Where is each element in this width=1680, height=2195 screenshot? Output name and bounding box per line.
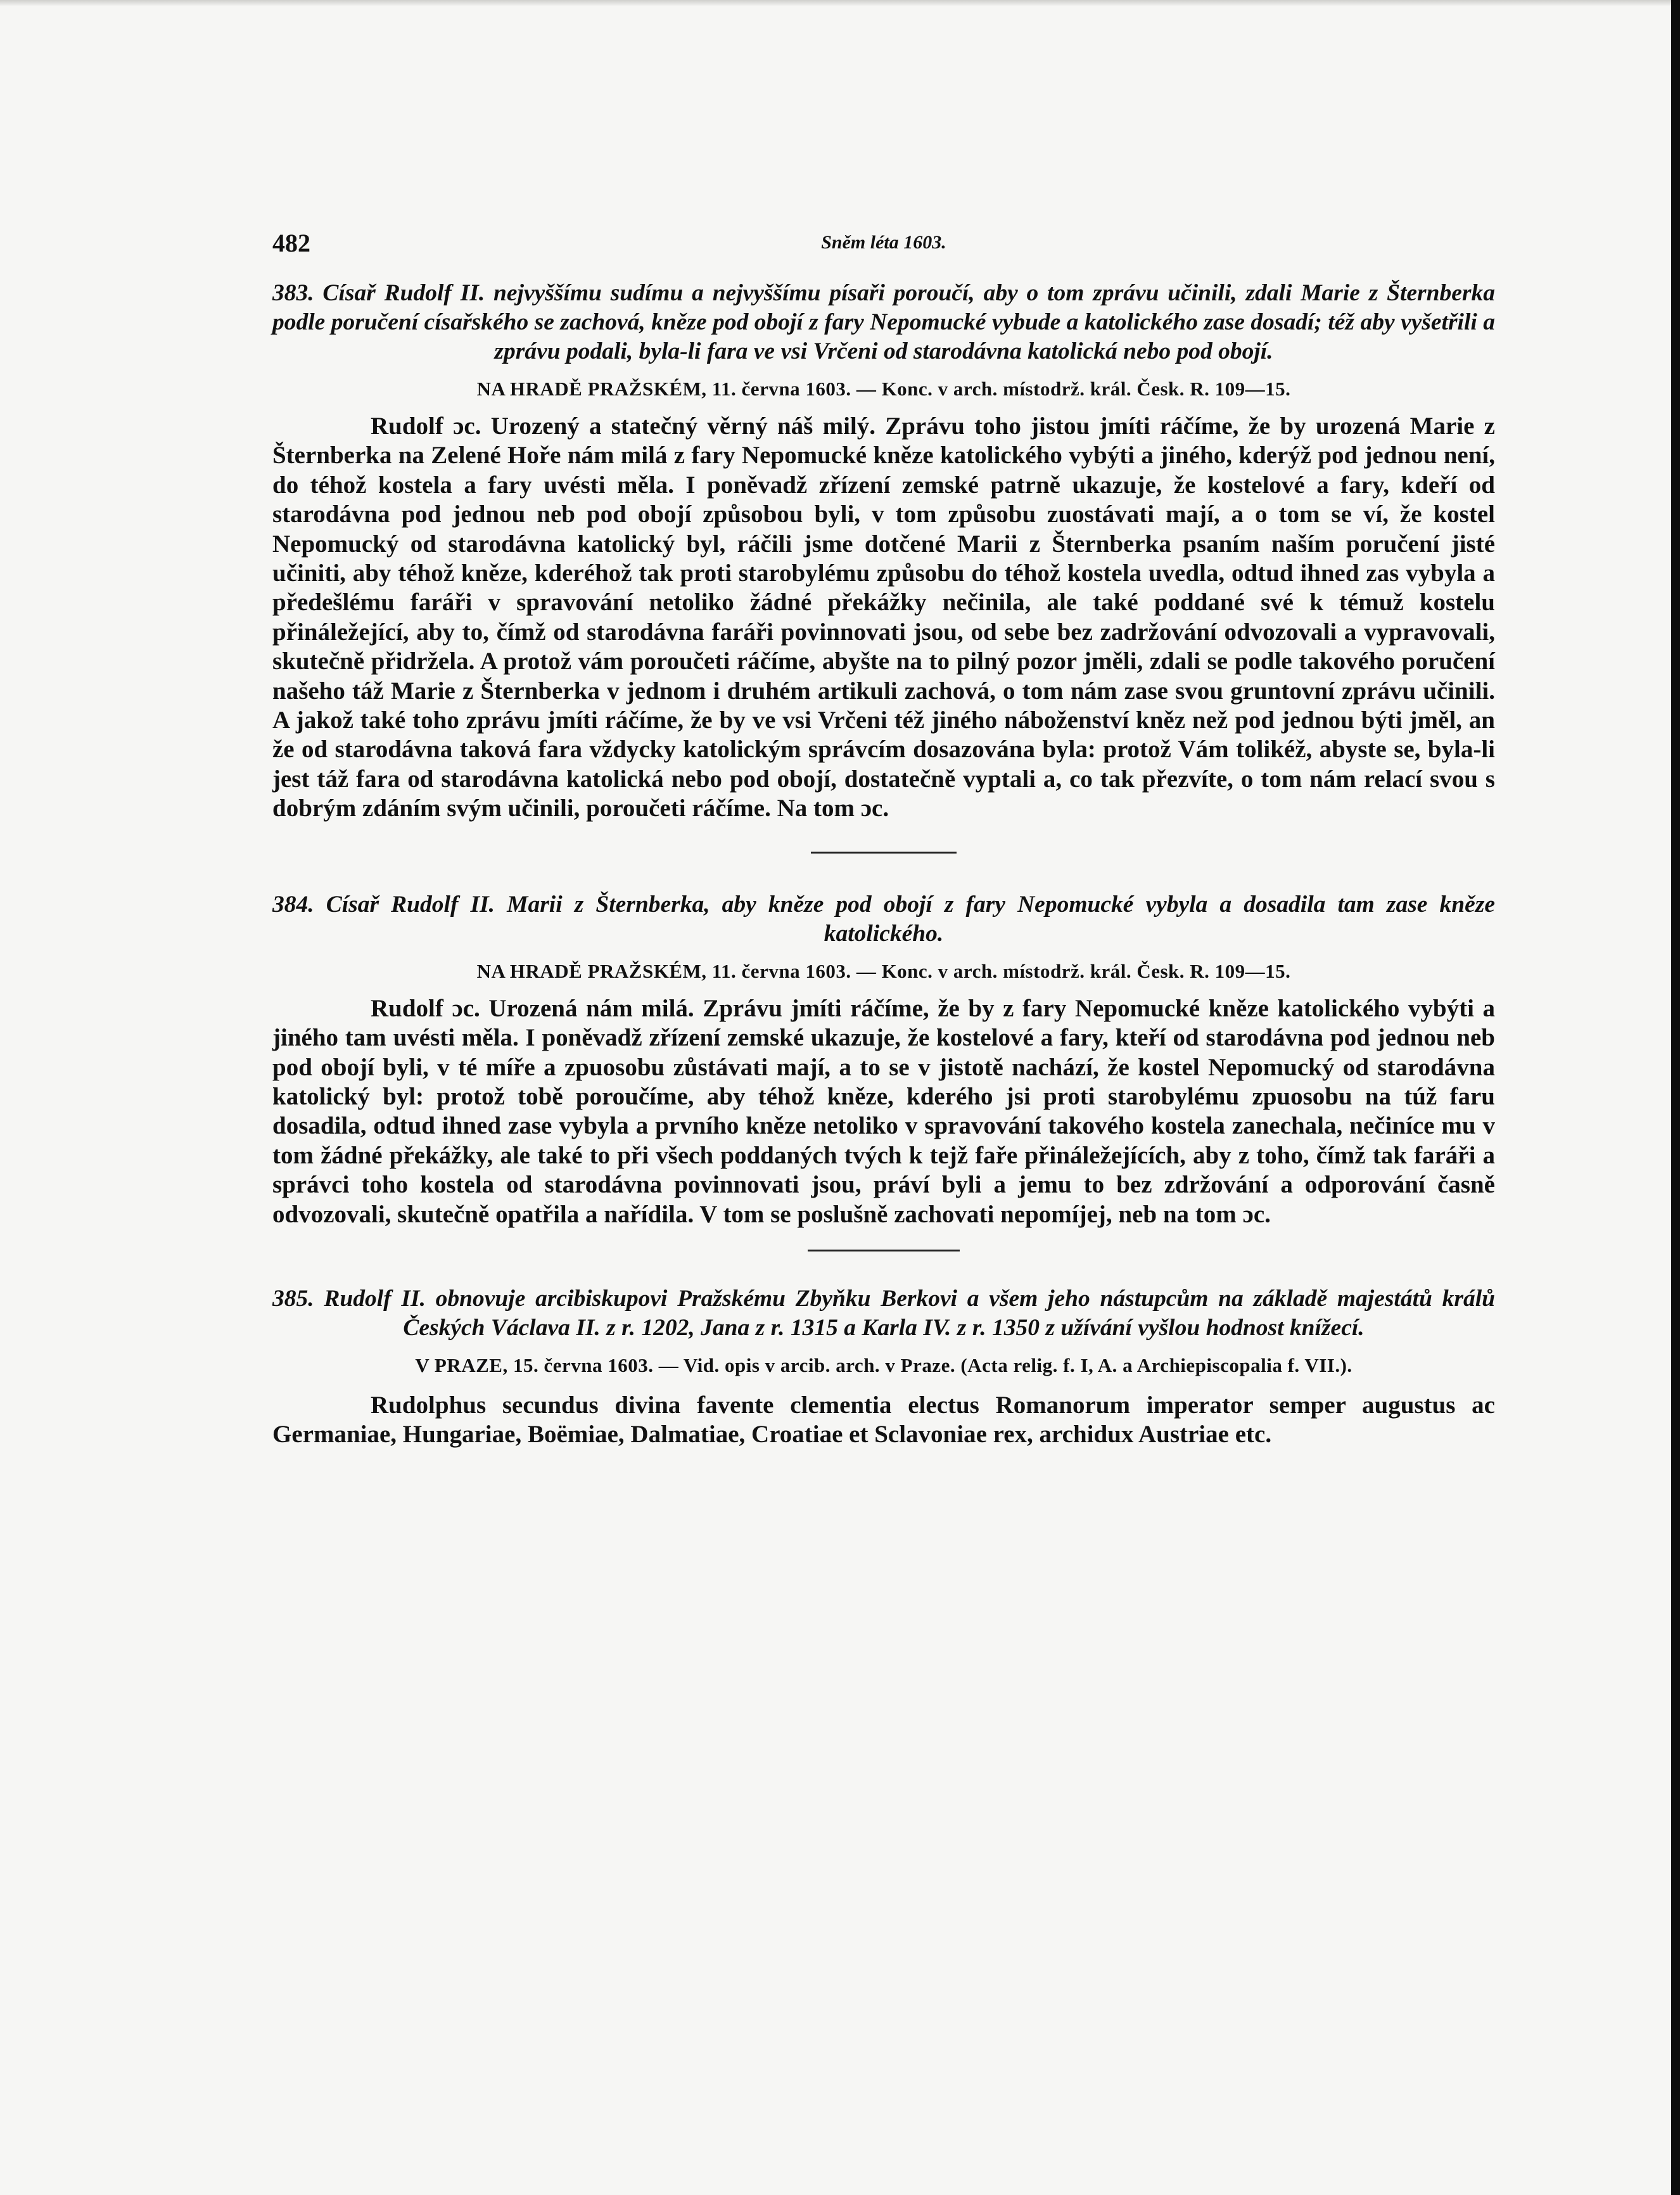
- document-heading: 383. Císař Rudolf II. nejvyššímu sudímu a nejvyššímu písaři poroučí, aby o tom zprávu učinili, zdali Marie z Šternberka podle poručení císařského se zachová, kněze pod obojí z fary Nepomucké vybude a katolického zase dosadí; též aby vyšetřili a zprávu podali, byla-li fara ve vsi Vrčeni od starodávna katolická nebo pod obojí.: [272, 280, 1495, 364]
- document-384: [272, 890, 1495, 1229]
- document-385: [272, 1284, 1495, 1450]
- document-heading: 385. Rudolf II. obnovuje arcibiskupovi Pražskému Zbyňku Berkovi a všem jeho nástupcům na základě majestátů králů Českých Václava II. z r. 1202, Jana z r. 1315 a Karla IV. z r. 1350 z užívání vyšlou hodnost knížecí.: [272, 1285, 1495, 1341]
- scan-right-border: [1671, 0, 1680, 2195]
- document-text: Rudolf ɔc. Urozená nám milá. Zprávu jmíti ráčíme, že by z fary Nepomucké kněze katolického vybýti a jiného tam uvésti měla. I poněvadž zřízení zemské ukazuje, že kostelové a fary, kteří od starodávna pod jednou neb pod obojí byli, v té míře a zpuosobu zůstávati mají, a to se v jistotě nachází, že kostel Nepomucký od starodávna katolický byl: protož tobě poroučíme, aby téhož kněze, kderého jsi proti starobylému zpuosobu na túž faru dosadila, odtud ihned zase vybyla a prvního kněze netoliko v spravování takového kostela zanechala, nečiníce mu v tom žádné překážky, ale také to při všech poddaných tvých k tejž faře přináležejících, aby z toho, čímž tak faráři a správci toho kostela od starodávna povinnovati jsou, práví byli a jemu to bez zdržování a odporování časně odvozovali, skutečně opatřila a nařídila. V tom se poslušně zachovati nepomíjej, neb na tom ɔc.: [272, 994, 1495, 1228]
- book-page: [272, 215, 1495, 1450]
- document-source: V PRAZE, 15. června 1603. — Vid. opis v arcib. arch. v Praze. (Acta relig. f. I, A. a Archiepiscopalia f. VII.).: [415, 1353, 1352, 1376]
- page-number: 482: [272, 229, 310, 257]
- section-divider: [808, 1250, 960, 1251]
- scan-top-shadow: [0, 0, 1680, 6]
- document-source: NA HRADĚ PRAŽSKÉM, 11. června 1603. — Konc. v arch. místodrž. král. Česk. R. 109—15.: [476, 378, 1291, 400]
- document-source: NA HRADĚ PRAŽSKÉM, 11. června 1603. — Konc. v arch. místodrž. král. Česk. R. 109—15.: [476, 959, 1291, 982]
- document-383: [272, 279, 1495, 824]
- running-head: [272, 215, 1495, 260]
- document-text: Rudolf ɔc. Urozený a statečný věrný náš milý. Zprávu toho jistou jmíti ráčíme, že by urozená Marie z Šternberka na Zelené Hoře nám milá z fary Nepomucké kněze katolického vybýti a jiného, kderýž pod jednou není, do téhož kostela a fary uvésti měla. I poněvadž zřízení zemské patrně ukazuje, že kostelové a fary, kdeří od starodávna pod jednou neb pod obojí způsobou byli, v tom způsobu zuostávati mají, a o tom se ví, že kostel Nepomucký od starodávna katolický byl, ráčili jsme dotčené Marii z Šternberka psaním naším poručení jisté učiniti, aby téhož kněze, kderéhož tak proti starobylému způsobu do téhož kostela uvedla, odtud ihned zas vybyla a předešlému faráři v spravování netoliko žádné překážky nečinila, ale také poddané své k témuž kostelu přináležející, aby to, čímž od starodávna faráři povinnovati jsou, od sebe bez zadržování odvozovali a vypravovali, skutečně přidržela. A protož vám poroučeti ráčíme, abyšte na to pilný pozor jměli, zdali se podle takového poručení našeho táž Marie z Šternberka v jednom i druhém artikuli zachová, o tom nám zase svou gruntovní zprávu učinili. A jakož také toho zprávu jmíti ráčíme, že by ve vsi Vrčeni též jiného náboženství kněz než pod jednou býti jměl, an že od starodávna taková fara vždycky katolickým správcím dosazována byla: protož Vám tolikéž, abyste se, byla-li jest táž fara od starodávna katolická nebo pod obojí, dostatečně vyptali a, co tak přezvíte, o tom nám relací svou s dobrým zdáním svým učinili, poroučeti ráčíme. Na tom ɔc.: [272, 413, 1495, 822]
- running-title: Sněm léta 1603.: [821, 232, 946, 253]
- document-text: Rudolphus secundus divina favente clementia electus Romanorum imperator semper augustus ac Germaniae, Hungariae, Boëmiae, Dalmatiae, Croatiae et Sclavoniae rex, archidux Austriae etc.: [272, 1391, 1495, 1449]
- section-divider: [811, 852, 957, 854]
- document-heading: 384. Císař Rudolf II. Marii z Šternberka, aby kněze pod obojí z fary Nepomucké vybyla a dosadila tam zase kněze katolického.: [272, 891, 1495, 947]
